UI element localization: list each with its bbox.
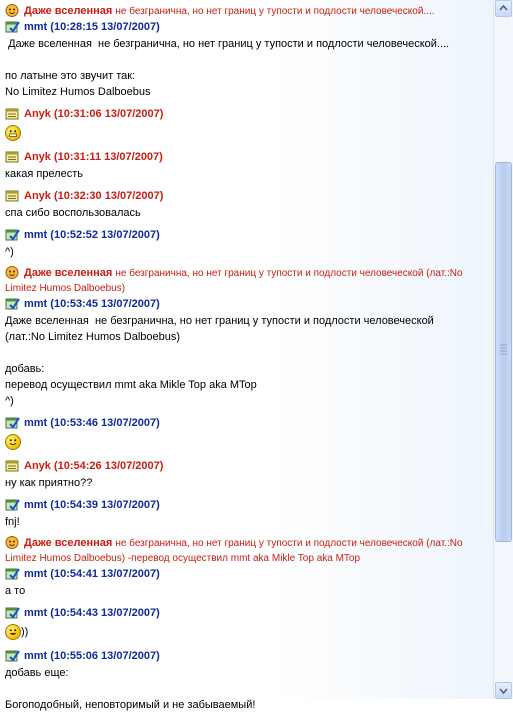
message-timestamp: (10:53:45 13/07/2007) <box>50 298 160 310</box>
grin-smiley-icon <box>5 125 21 141</box>
chat-message <box>5 188 491 227</box>
chat-message <box>5 648 491 719</box>
message-header <box>5 227 491 244</box>
message-header <box>5 266 491 296</box>
topic-author[interactable]: Даже вселенная <box>24 5 113 17</box>
note-icon <box>5 107 20 120</box>
topic-author[interactable]: Даже вселенная <box>24 537 113 549</box>
message-line: (лат.:No Limitez Humos Dalboebus) <box>5 331 181 343</box>
chat-message <box>5 458 491 497</box>
note-icon <box>5 459 20 472</box>
author-name[interactable]: mmt <box>24 607 48 619</box>
message-header <box>5 458 491 475</box>
scroll-up-button[interactable] <box>495 0 512 17</box>
message-header <box>5 19 491 36</box>
message-line: Даже вселенная не безгранична, но нет границ у тупости и подлости человеческой.... <box>5 38 450 50</box>
topic-text: не безгранична, но нет границ у тупости и подлости человеческой (лат.:No Limitez Humos Dalboebus) <box>5 268 463 294</box>
message-line: No Limitez Humos Dalboebus <box>5 86 151 98</box>
message-emoticon-line <box>5 123 491 143</box>
topic-message <box>5 4 491 19</box>
message-header <box>5 188 491 205</box>
smile-smiley-icon <box>5 434 21 450</box>
chat-message <box>5 149 491 188</box>
grip-icon <box>496 163 511 541</box>
message-line: по латыне это звучит так: <box>5 70 136 82</box>
check-icon <box>5 20 20 33</box>
message-line <box>5 52 491 68</box>
message-header <box>5 536 491 566</box>
message-timestamp: (10:54:26 13/07/2007) <box>53 460 164 472</box>
message-timestamp: (10:54:43 13/07/2007) <box>50 607 160 619</box>
chat-message <box>5 19 491 106</box>
chat-message <box>5 296 491 415</box>
message-line: добавь еще: <box>5 667 69 679</box>
message-timestamp: (10:55:06 13/07/2007) <box>50 650 160 662</box>
message-header <box>5 605 491 622</box>
message-line: Богоподобный, неповторимый и не забываемый! <box>5 699 256 711</box>
check-icon <box>5 606 20 619</box>
message-header <box>5 106 491 123</box>
arrow-down-icon <box>496 683 511 698</box>
vertical-scrollbar[interactable] <box>493 0 513 699</box>
message-line: какая прелесть <box>5 168 83 180</box>
check-icon <box>5 297 20 310</box>
message-line: спа сибо воспользовалась <box>5 207 141 219</box>
author-name[interactable]: mmt <box>24 298 48 310</box>
message-timestamp: (10:54:39 13/07/2007) <box>50 499 160 511</box>
chat-message <box>5 497 491 536</box>
message-timestamp: (10:54:41 13/07/2007) <box>50 568 160 580</box>
scroll-down-button[interactable] <box>495 682 512 699</box>
check-icon <box>5 567 20 580</box>
message-line: а то <box>5 585 26 597</box>
face-icon <box>5 4 20 17</box>
chat-content <box>5 4 491 719</box>
message-header <box>5 4 491 19</box>
check-icon <box>5 649 20 662</box>
message-line: ну как приятно?? <box>5 477 93 489</box>
message-line: перевод осуществил mmt aka Mikle Top aka MTop <box>5 379 257 391</box>
author-name[interactable]: mmt <box>24 21 48 33</box>
author-name[interactable]: mmt <box>24 568 48 580</box>
author-name[interactable]: Anyk <box>24 460 51 472</box>
chat-message <box>5 106 491 149</box>
message-header <box>5 648 491 665</box>
message-suffix: )) <box>21 626 29 638</box>
author-name[interactable]: Anyk <box>24 151 51 163</box>
topic-message <box>5 266 491 296</box>
message-timestamp: (10:32:30 13/07/2007) <box>53 190 164 202</box>
message-line <box>5 681 491 697</box>
face-icon <box>5 536 20 549</box>
author-name[interactable]: mmt <box>24 499 48 511</box>
message-header <box>5 296 491 313</box>
check-icon <box>5 498 20 511</box>
check-icon <box>5 228 20 241</box>
chat-message <box>5 605 491 648</box>
message-header <box>5 497 491 514</box>
message-emoticon-line <box>5 622 491 642</box>
message-header <box>5 566 491 583</box>
message-timestamp: (10:28:15 13/07/2007) <box>50 21 160 33</box>
message-timestamp: (10:31:06 13/07/2007) <box>53 108 164 120</box>
topic-text: не безгранична, но нет границ у тупости и подлости человеческой.... <box>115 6 435 17</box>
note-icon <box>5 150 20 163</box>
arrow-up-icon <box>496 1 511 16</box>
message-line: fnj! <box>5 516 20 528</box>
chat-message <box>5 566 491 605</box>
note-icon <box>5 189 20 202</box>
laugh-smiley-icon <box>5 624 21 640</box>
message-line: ^) <box>5 246 14 258</box>
message-line <box>5 345 491 361</box>
message-header <box>5 149 491 166</box>
message-line: ^) <box>5 395 14 407</box>
author-name[interactable]: Anyk <box>24 190 51 202</box>
author-name[interactable]: mmt <box>24 417 48 429</box>
message-timestamp: (10:52:52 13/07/2007) <box>50 229 160 241</box>
check-icon <box>5 416 20 429</box>
topic-author[interactable]: Даже вселенная <box>24 267 113 279</box>
author-name[interactable]: mmt <box>24 650 48 662</box>
message-timestamp: (10:53:46 13/07/2007) <box>50 417 160 429</box>
author-name[interactable]: Anyk <box>24 108 51 120</box>
message-line: Даже вселенная не безгранична, но нет границ у тупости и подлости человеческой <box>5 315 434 327</box>
author-name[interactable]: mmt <box>24 229 48 241</box>
message-emoticon-line <box>5 432 491 452</box>
topic-message <box>5 536 491 566</box>
chat-message <box>5 227 491 266</box>
scroll-thumb[interactable] <box>495 162 512 542</box>
chat-message <box>5 415 491 458</box>
message-line: добавь: <box>5 363 45 375</box>
message-header <box>5 415 491 432</box>
face-icon <box>5 266 20 279</box>
topic-text: не безгранична, но нет границ у тупости и подлости человеческой (лат.:No Limitez Humos Dalboebus) -перевод осуществил mmt aka Mikle Top aka MTop <box>5 538 463 564</box>
message-timestamp: (10:31:11 13/07/2007) <box>53 151 163 163</box>
